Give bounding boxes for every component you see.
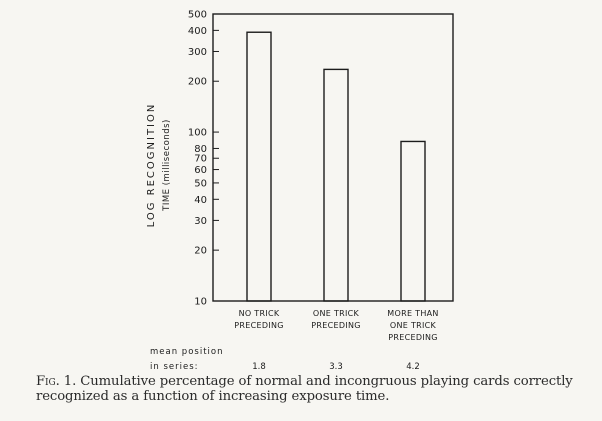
category-label: ONE TRICK	[312, 309, 360, 318]
figure-caption	[36, 374, 592, 404]
y-tick-label: 50	[194, 178, 207, 190]
y-axis-label-line1: LOG RECOGNITION	[146, 102, 157, 228]
y-tick-label: 200	[187, 76, 207, 88]
mean-position-value: 3.3	[329, 362, 343, 370]
y-tick-label: 400	[187, 25, 207, 37]
category-label: MORE THAN	[387, 309, 439, 318]
category-label: PRECEDING	[234, 321, 284, 330]
category-label: ONE TRICK	[389, 321, 437, 330]
caption-fig-label: Fig. 1.	[36, 374, 77, 389]
y-tick-label: 10	[194, 296, 207, 308]
mean-position-label-line1: mean position	[150, 347, 224, 357]
bar	[401, 141, 425, 301]
y-tick-label: 70	[194, 153, 207, 165]
caption-text: Cumulative percentage of normal and incongruous playing cards correctly recognized as a function of increasing exposure time.	[36, 374, 573, 404]
y-tick-label: 300	[187, 46, 207, 58]
y-tick-label: 30	[194, 215, 207, 227]
mean-position-value: 1.8	[252, 362, 266, 370]
y-tick-label: 100	[187, 127, 207, 139]
category-label: PRECEDING	[311, 321, 361, 330]
mean-position-value: 4.2	[406, 362, 420, 370]
mean-position-label-line2: in series:	[150, 362, 199, 370]
bar	[247, 32, 271, 301]
y-tick-label: 40	[194, 194, 207, 206]
bar	[324, 69, 348, 301]
category-label: NO TRICK	[238, 309, 280, 318]
plot-frame	[213, 14, 453, 301]
y-tick-label: 80	[194, 143, 207, 155]
y-tick-label: 20	[194, 245, 207, 257]
y-tick-label: 500	[187, 9, 207, 21]
category-label: PRECEDING	[388, 333, 438, 342]
y-axis-label-line2: TIME (milliseconds)	[162, 119, 172, 211]
y-tick-label: 60	[194, 165, 207, 177]
